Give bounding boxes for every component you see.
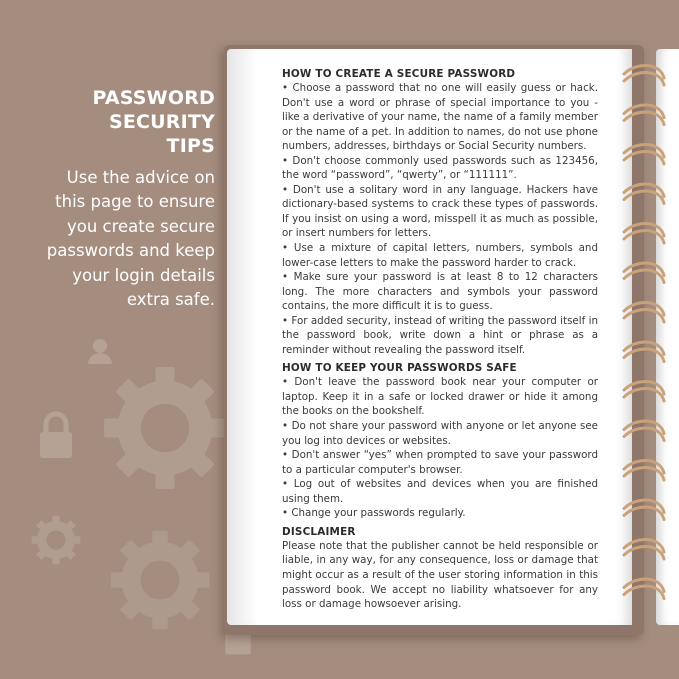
tip-paragraph: • Don't choose commonly used passwords such as 123456, the word “password”, “qwerty”, or “111111”. bbox=[282, 154, 598, 182]
spiral-ring bbox=[624, 546, 664, 559]
disclaimer-paragraph: Please note that the publisher cannot be held responsible or liable, in any way, for any consequence, loss or damage that might occur as a result of the user storing information in this password book. We accept no liability whatsoever for any loss or damage howsoever arising. bbox=[282, 539, 598, 611]
spiral-ring bbox=[624, 349, 664, 362]
spiral-ring bbox=[624, 72, 664, 85]
spiral-ring bbox=[624, 230, 664, 243]
tip-paragraph: • Change your passwords regularly. bbox=[282, 507, 466, 520]
spiral-ring bbox=[624, 388, 664, 401]
section-heading-keep-safe: HOW TO KEEP YOUR PASSWORDS SAFE bbox=[282, 362, 517, 375]
lock-icon bbox=[40, 414, 72, 458]
tip-paragraph: • For added security, instead of writing the password itself in the password book, write down a hint or phrase as a reminder without revealing the password itself. bbox=[282, 314, 598, 356]
promo-title: PASSWORD SECURITY TIPS bbox=[92, 87, 215, 157]
spiral-ring bbox=[624, 586, 664, 599]
spiral-ring bbox=[624, 151, 664, 164]
spiral-ring bbox=[624, 191, 664, 204]
tip-paragraph: • Don't answer “yes” when prompted to save your password to a particular computer's browser. bbox=[282, 449, 598, 476]
gear-icon bbox=[32, 516, 81, 565]
tip-paragraph: • Don't use a solitary word in any language. Hackers have dictionary-based systems to crack these types of passwords. If you insist on using a word, misspell it as much as possible, or insert numbers for letters. bbox=[282, 183, 598, 240]
page-shadow bbox=[227, 49, 257, 625]
section-heading-disclaimer: DISCLAIMER bbox=[282, 525, 356, 538]
tip-paragraph: • Log out of websites and devices when you are finished using them. bbox=[282, 478, 598, 505]
spiral-ring bbox=[624, 270, 664, 283]
promo-text-block bbox=[10, 86, 215, 312]
spiral-ring bbox=[624, 507, 664, 520]
gear-icon bbox=[111, 531, 210, 630]
page-content bbox=[282, 67, 598, 612]
user-icon bbox=[88, 339, 112, 364]
tip-paragraph: • Use a mixture of capital letters, numbers, symbols and lower-case letters to make the password harder to crack. bbox=[282, 242, 598, 269]
tip-paragraph: • Make sure your password is at least 8 to 12 characters long. The more characters and symbols your password contains, the more difficult it is to guess. bbox=[282, 271, 598, 313]
gear-icon bbox=[104, 367, 226, 489]
tip-paragraph: • Do not share your password with anyone or let anyone see you log into devices or websites. bbox=[282, 420, 598, 447]
tip-paragraph: • Don't leave the password book near your computer or laptop. Keep it in a safe or locked drawer or hide it among the books on the bookshelf. bbox=[282, 376, 598, 418]
spiral-ring bbox=[624, 428, 664, 441]
spiral-binding bbox=[620, 60, 670, 620]
spiral-ring bbox=[624, 467, 664, 480]
section-heading-create: HOW TO CREATE A SECURE PASSWORD bbox=[282, 68, 516, 80]
spiral-ring bbox=[624, 309, 664, 322]
tip-paragraph: • Choose a password that no one will easily guess or hack. Don't use a word or phrase of special importance to you - like a derivative of your name, the name of a family member or the name of a pet. In addition to names, do not use phone numbers, addresses, birthdays or Social Security numbers. bbox=[282, 82, 598, 153]
promo-subtitle: Use the advice on this page to ensure you create secure passwords and keep your login details extra safe. bbox=[46, 168, 215, 310]
spiral-ring bbox=[624, 112, 664, 125]
